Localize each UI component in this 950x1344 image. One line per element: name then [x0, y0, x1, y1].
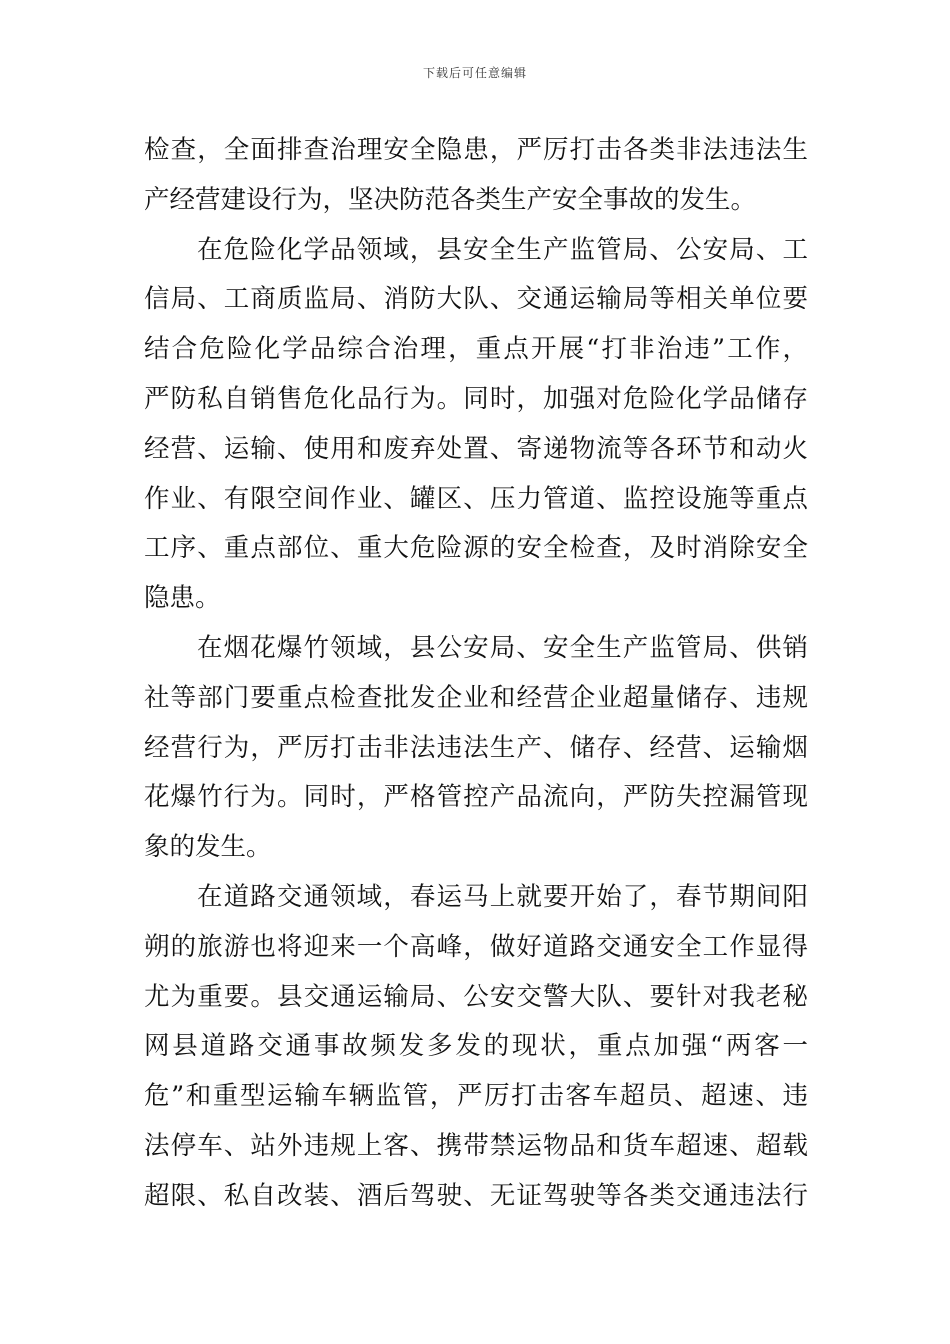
text-line: 隐患。	[144, 583, 221, 614]
text-line: 经营、运输、使用和废弃处置、寄递物流等各环节和动火	[144, 433, 808, 464]
text-line: 花爆竹行为。同时，严格管控产品流向，严防失控漏管现	[144, 782, 808, 813]
text-line: 危”和重型运输车辆监管，严厉打击客车超员、超速、违	[144, 1081, 808, 1112]
text-line: 法停车、站外违规上客、携带禁运物品和货车超速、超载	[144, 1130, 808, 1161]
text-line: 经营行为，严厉打击非法违法生产、储存、经营、运输烟	[144, 732, 808, 763]
text-line: 严防私自销售危化品行为。同时，加强对危险化学品储存	[144, 383, 808, 414]
text-line: 超限、私自改装、酒后驾驶、无证驾驶等各类交通违法行	[144, 1180, 808, 1211]
page-header-note: 下载后可任意编辑	[422, 66, 527, 80]
text-line: 在烟花爆竹领域，县公安局、安全生产监管局、供销	[197, 632, 808, 663]
text-line: 在危险化学品领域，县安全生产监管局、公安局、工	[197, 234, 808, 265]
text-line: 朔的旅游也将迎来一个高峰，做好道路交通安全工作显得	[144, 931, 808, 962]
text-line: 结合危险化学品综合治理，重点开展“打非治违”工作，	[144, 334, 808, 365]
text-line: 作业、有限空间作业、罐区、压力管道、监控设施等重点	[144, 483, 808, 514]
text-line: 象的发生。	[144, 832, 272, 863]
text-line: 尤为重要。县交通运输局、公安交警大队、要针对我老秘	[144, 981, 808, 1012]
text-line: 产经营建设行为，坚决防范各类生产安全事故的发生。	[144, 184, 757, 215]
text-line: 社等部门要重点检查批发企业和经营企业超量储存、违规	[144, 682, 808, 713]
text-line: 信局、工商质监局、消防大队、交通运输局等相关单位要	[144, 284, 808, 315]
text-line: 工序、重点部位、重大危险源的安全检查，及时消除安全	[144, 533, 808, 564]
text-line: 网县道路交通事故频发多发的现状，重点加强“两客一	[144, 1031, 808, 1062]
text-line: 在道路交通领域，春运马上就要开始了，春节期间阳	[197, 881, 808, 912]
document-body	[144, 126, 808, 1222]
text-line: 检查，全面排查治理安全隐患，严厉打击各类非法违法生	[144, 135, 808, 165]
